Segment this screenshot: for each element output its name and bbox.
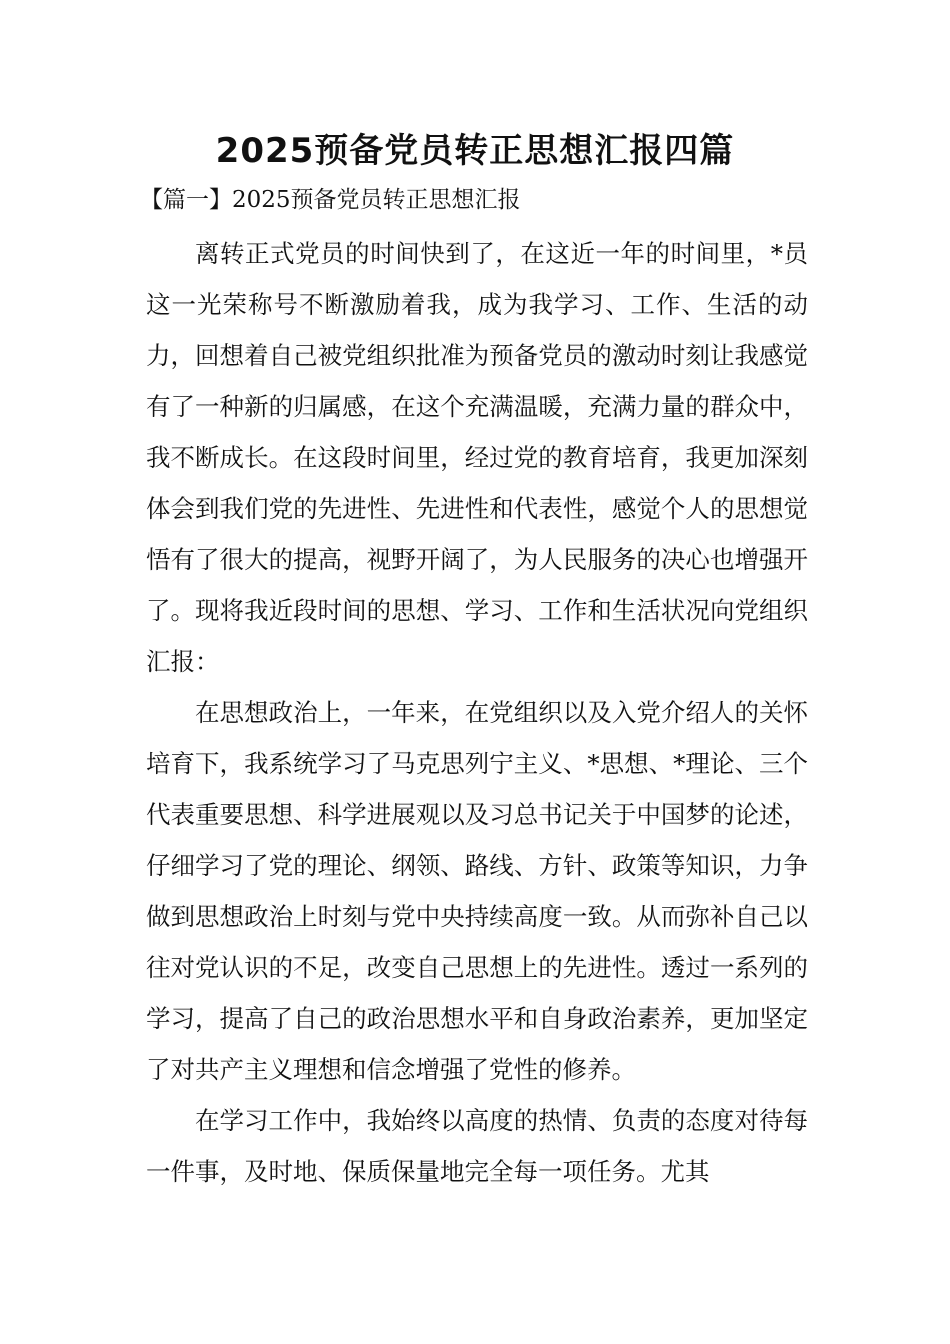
body-paragraph: 离转正式党员的时间快到了，在这近一年的时间里，*员这一光荣称号不断激励着我，成为我学习、工作、生活的动力，回想着自己被党组织批准为预备党员的激动时刻让我感觉有了一种新的归属感，在这个充满温暖，充满力量的群众中，我不断成长。在这段时间里，经过党的教育培育，我更加深刻体会到我们党的先进性、先进性和代表性，感觉个人的思想觉悟有了很大的提高，视野开阔了，为人民服务的决心也增强开了。现将我近段时间的思想、学习、工作和生活状况向党组织汇报： [146,239,808,676]
document-title: 2025预备党员转正思想汇报四篇 [215,131,735,171]
body-paragraph: 在学习工作中，我始终以高度的热情、负责的态度对待每一件事，及时地、保质保量地完全每一项任务。尤其 [146,1106,808,1186]
section-heading: 【篇一】2025预备党员转正思想汇报 [140,187,521,213]
document-body [146,228,808,1197]
body-paragraph: 在思想政治上，一年来，在党组织以及入党介绍人的关怀培育下，我系统学习了马克思列宁主义、*思想、*理论、三个代表重要思想、科学进展观以及习总书记关于中国梦的论述，仔细学习了党的理论、纲领、路线、方针、政策等知识，力争做到思想政治上时刻与党中央持续高度一致。从而弥补自己以往对党认识的不足，改变自己思想上的先进性。透过一系列的学习，提高了自己的政治思想水平和自身政治素养，更加坚定了对共产主义理想和信念增强了党性的修养。 [146,698,808,1084]
